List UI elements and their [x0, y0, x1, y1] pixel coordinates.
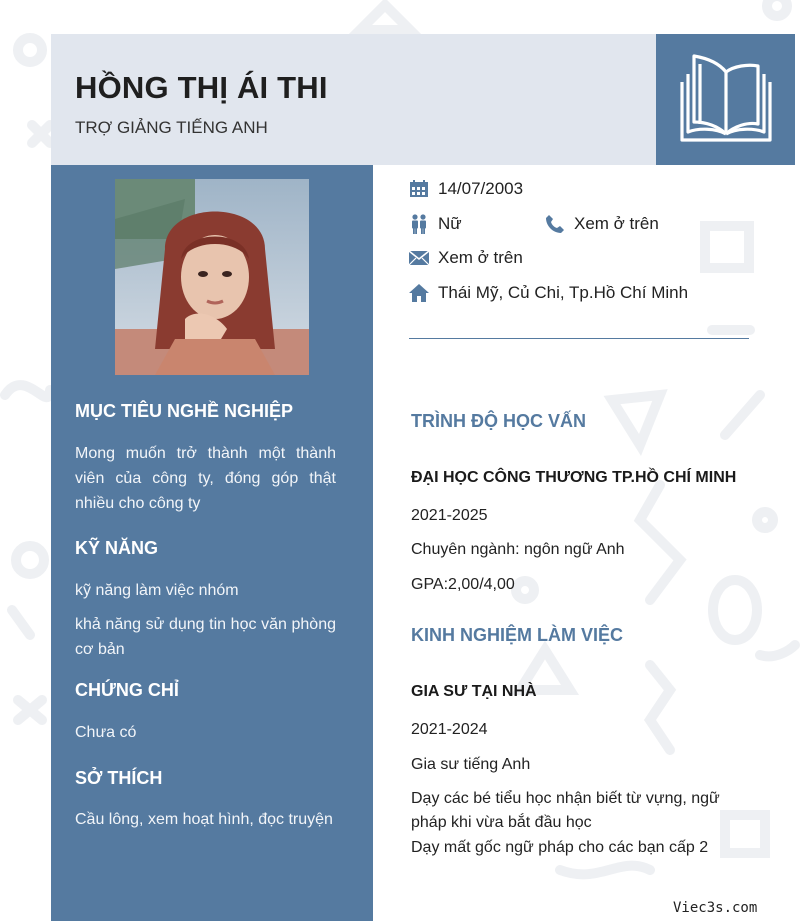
certificates-text: Chưa có	[75, 724, 137, 741]
phone-icon	[545, 214, 565, 234]
home-icon	[409, 283, 429, 303]
skills-heading: KỸ NĂNG	[75, 538, 159, 558]
skill-item: khả năng sử dụng tin học văn phòng cơ bản	[75, 616, 336, 658]
job-description: Dạy mất gốc ngữ pháp cho các bạn cấp 2	[411, 839, 709, 856]
job-position: Gia sư tiếng Anh	[411, 756, 531, 773]
people-icon	[409, 214, 429, 234]
certificates-heading: CHỨNG CHỈ	[75, 680, 179, 700]
job-name: GIA SƯ TẠI NHÀ	[411, 683, 537, 700]
gender-row	[409, 214, 462, 234]
address-value: Thái Mỹ, Củ Chi, Tp.Hồ Chí Minh	[438, 283, 689, 302]
objective-text: Mong muốn trở thành một thành viên của công ty, đóng góp thật nhiều cho công ty	[75, 445, 336, 512]
calendar-icon	[409, 179, 429, 199]
header-banner	[51, 34, 656, 165]
email-row	[409, 248, 523, 268]
email-value: Xem ở trên	[438, 248, 523, 267]
job-description: Dạy các bé tiểu học nhận biết từ vựng, ngữ pháp khi vừa bắt đầu học	[411, 790, 720, 831]
gender-value: Nữ	[438, 214, 462, 233]
education-gpa: GPA:2,00/4,00	[411, 576, 515, 593]
objective-heading: MỤC TIÊU NGHỀ NGHIỆP	[75, 401, 294, 421]
skill-item: kỹ năng làm việc nhóm	[75, 582, 239, 599]
contact-divider	[409, 338, 749, 339]
hobbies-text: Cầu lông, xem hoạt hình, đọc truyện	[75, 811, 333, 828]
education-period: 2021-2025	[411, 507, 488, 524]
job-period: 2021-2024	[411, 721, 488, 738]
school-name: ĐẠI HỌC CÔNG THƯƠNG TP.HỒ CHÍ MINH	[411, 469, 737, 486]
hobbies-heading: SỞ THÍCH	[75, 768, 163, 788]
phone-row	[545, 214, 659, 234]
address-row	[409, 283, 688, 303]
watermark: Viec3s.com	[673, 900, 758, 916]
envelope-icon	[409, 248, 429, 268]
education-major: Chuyên ngành: ngôn ngữ Anh	[411, 541, 625, 558]
logo-box	[656, 34, 795, 165]
experience-heading: KINH NGHIỆM LÀM VIỆC	[411, 625, 624, 645]
profile-photo	[115, 179, 309, 375]
phone-value: Xem ở trên	[574, 214, 659, 233]
birthdate-value: 14/07/2003	[438, 179, 524, 198]
education-heading: TRÌNH ĐỘ HỌC VẤN	[411, 411, 586, 431]
candidate-name: HỒNG THỊ ÁI THI	[75, 70, 328, 105]
job-title: TRỢ GIẢNG TIẾNG ANH	[75, 118, 268, 137]
sidebar	[51, 165, 373, 921]
open-book-icon	[678, 52, 774, 144]
birthdate-row	[409, 179, 523, 199]
